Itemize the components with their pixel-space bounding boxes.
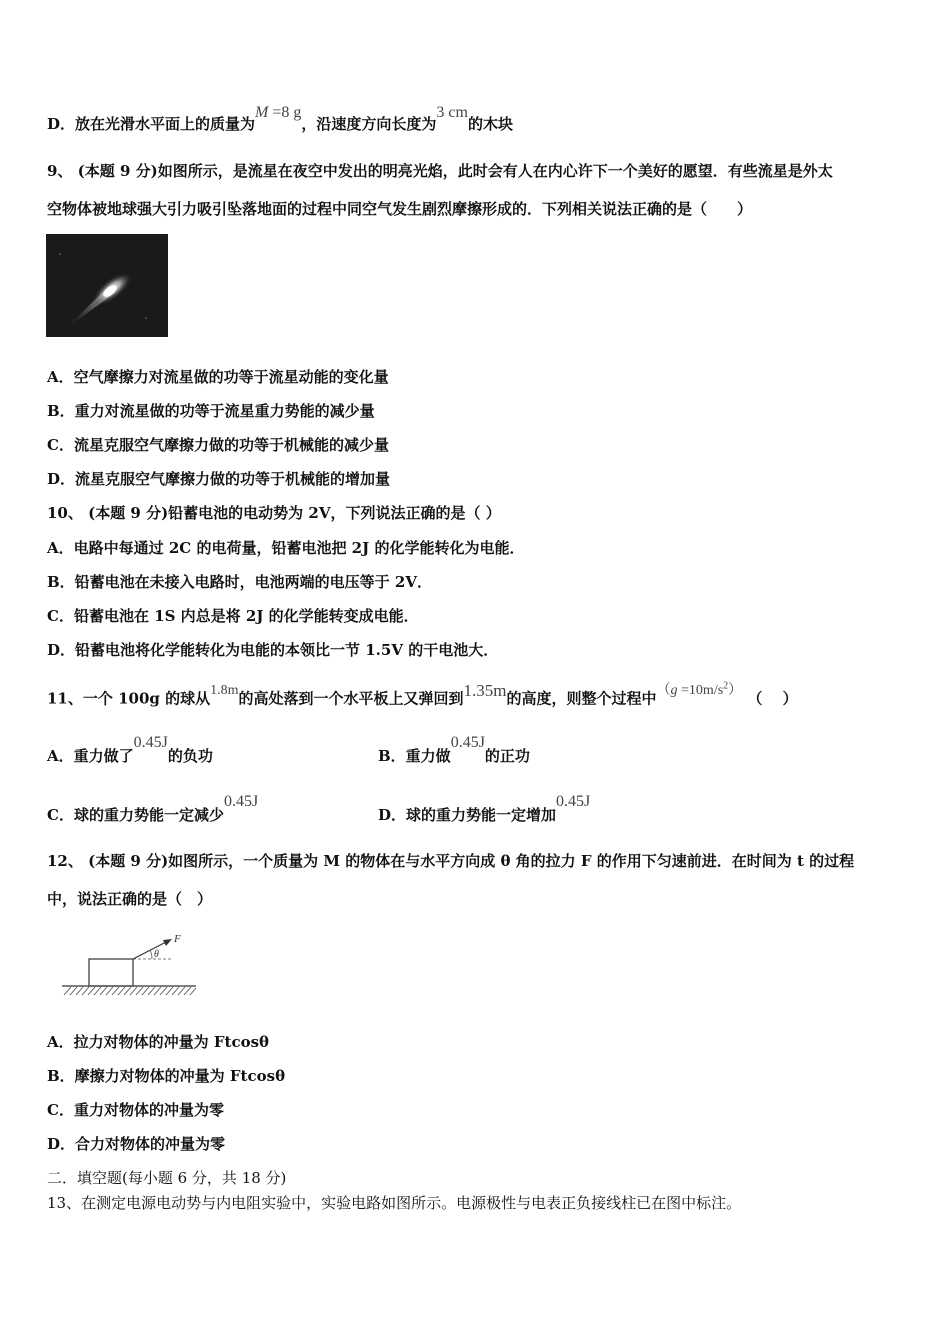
force-arrow-head	[163, 939, 172, 946]
q10-option-a: A．电路中每通过 2C 的电荷量，铅蓄电池把 2J 的化学能转化为电能．	[47, 539, 525, 557]
q11-stem: 11、一个 100g 的球从1.8m的高处落到一个水平板上又弹回到1.35m的高度，则整个过程中$(g =10m/s^2)$ （ ）	[47, 680, 798, 708]
q13-stem: 13、在测定电源电动势与内电阻实验中，实验电路如图所示。电源极性与电表正负接线柱已在图中标注。	[47, 1194, 742, 1212]
q9-stem-line2: 空物体被地球强大引力吸引坠落地面的过程中同空气发生剧烈摩擦形成的．下列相关说法正确的是（ ）	[47, 200, 753, 218]
q12-stem-line2: 中，说法正确的是（ ）	[47, 890, 213, 908]
q10-option-b: B．铅蓄电池在未接入电路时，电池两端的电压等于 2V．	[47, 573, 432, 591]
section-heading: 二．填空题(每小题 6 分，共 18 分)	[47, 1169, 287, 1187]
q9-option-c: C．流星克服空气摩擦力做的功等于机械能的减少量	[47, 436, 389, 454]
q12-option-d: D．合力对物体的冲量为零	[47, 1135, 226, 1153]
q12-option-c: C．重力对物体的冲量为零	[47, 1101, 224, 1119]
force-diagram	[60, 928, 200, 1003]
force-label: F	[174, 933, 181, 945]
block	[89, 959, 133, 986]
q9-option-d: D．流星克服空气摩擦力做的功等于机械能的增加量	[47, 470, 391, 488]
q11-option-b: B．重力做0.45J的正功	[378, 734, 530, 765]
q10-option-d: D．铅蓄电池将化学能转化为电能的本领比一节 1.5V 的干电池大．	[47, 641, 499, 659]
theta-label: θ	[154, 949, 159, 960]
q12-option-b: B．摩擦力对物体的冲量为 Ftcosθ	[47, 1067, 286, 1085]
angle-arc	[150, 950, 152, 959]
q9-option-a: A．空气摩擦力对流星做的功等于流星动能的变化量	[47, 368, 389, 386]
q10-stem: 10、 (本题 9 分)铅蓄电池的电动势为 2V，下列说法正确的是（ ）	[47, 504, 501, 522]
q11-option-d: D．球的重力势能一定增加0.45J	[378, 793, 591, 824]
q9-stem-line1: 9、 (本题 9 分)如图所示，是流星在夜空中发出的明亮光焰，此时会有人在内心许下一个美好的愿望．有些流星是外太	[47, 162, 833, 180]
q12-stem-line1: 12、 (本题 9 分)如图所示，一个质量为 M 的物体在与水平方向成 θ 角的拉力 F 的作用下匀速前进．在时间为 t 的过程	[47, 852, 855, 870]
q11-option-a: A．重力做了0.45J的负功	[47, 734, 213, 765]
ground-hatching	[64, 987, 196, 995]
q8-option-d: D．放在光滑水平面上的质量为M =8 g，沿速度方向长度为3 cm的木块	[47, 104, 513, 133]
q10-option-c: C．铅蓄电池在 1S 内总是将 2J 的化学能转变成电能．	[47, 607, 419, 625]
q12-option-a: A．拉力对物体的冲量为 Ftcosθ	[47, 1033, 270, 1051]
meteor-photo	[46, 234, 168, 337]
q9-option-b: B．重力对流星做的功等于流星重力势能的减少量	[47, 402, 375, 420]
q11-option-c: C．球的重力势能一定减少0.45J	[47, 793, 259, 824]
